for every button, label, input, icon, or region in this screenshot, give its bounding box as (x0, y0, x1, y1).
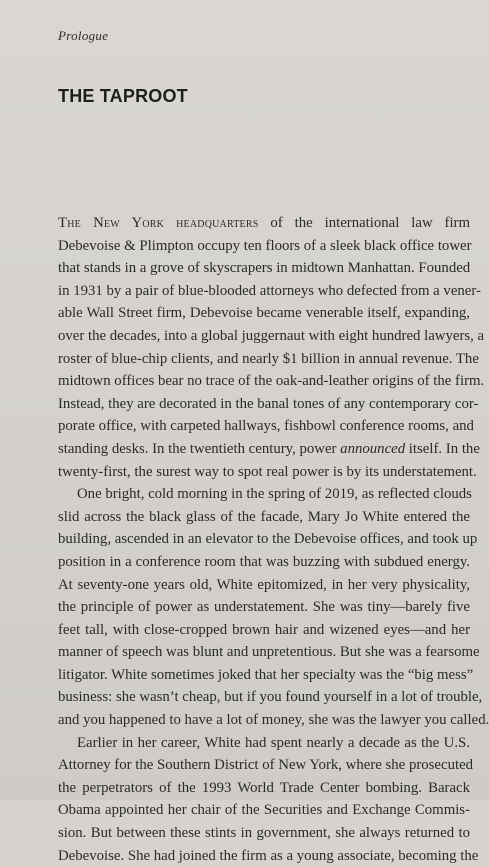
text-line: manner of speech was blunt and unpretentious. But she was a fearsome (58, 644, 480, 661)
text-line: Debevoise & Plimpton occupy ten floors of a sleek black office tower (58, 237, 472, 254)
text-line (58, 438, 480, 461)
text-line: the perpetrators of the 1993 World Trade Center bombing. Barack (58, 779, 470, 796)
text-line: and you happened to have a lot of money, she was the lawyer you called. (58, 712, 489, 729)
text-line: slid across the black glass of the facade, Mary Jo White entered the (58, 508, 470, 525)
text-line: business: she wasn’t cheap, but if you found yourself in a lot of trouble, (58, 689, 483, 706)
text-line-segment: itself. In the (405, 440, 480, 457)
text-line: sion. But between these stints in government, she always returned to (58, 825, 470, 842)
text-line-segment: of the international law firm (258, 215, 470, 231)
text-line: the principle of power as understatement. She was tiny—barely five (58, 599, 470, 616)
text-line: building, ascended in an elevator to the Debevoise offices, and took up (58, 531, 478, 548)
text-line: twenty-first, the surest way to spot real power is by its understatement. (58, 463, 477, 480)
text-line: porate office, with carpeted hallways, fishbowl conference rooms, and (58, 418, 474, 435)
emphasis: announced (340, 440, 406, 457)
text-line: over the decades, into a global juggernaut with eight hundred lawyers, a (58, 327, 485, 344)
body-text (58, 212, 489, 867)
text-line: in 1931 by a pair of blue-blooded attorneys who defected from a vener- (58, 282, 481, 299)
text-line: midtown offices bear no trace of the oak-and-leather origins of the firm. (58, 373, 485, 390)
text-line: Earlier in her career, White had spent nearly a decade as the U.S. (77, 734, 470, 751)
text-line-segment: standing desks. In the twentieth century, power (58, 440, 341, 457)
text-line: Attorney for the Southern District of New York, where she prosecuted (58, 757, 474, 774)
text-line: able Wall Street firm, Debevoise became venerable itself, expanding, (58, 305, 470, 322)
text-line: position in a conference room that was buzzing with subdued energy. (58, 553, 470, 570)
chapter-title: THE TAPROOT (58, 86, 188, 106)
text-line: Debevoise. She had joined the firm as a young associate, becoming the (58, 847, 479, 864)
text-line: feet tall, with close-cropped brown hair and wizened eyes—and her (58, 621, 470, 638)
text-line: that stands in a grove of skyscrapers in midtown Manhattan. Founded (58, 260, 471, 277)
lead-in: The New York headquarters (58, 215, 259, 231)
chapter-label: Prologue (58, 28, 109, 43)
text-line: litigator. White sometimes joked that her specialty was the “big mess” (58, 666, 474, 683)
text-line: Obama appointed her chair of the Securities and Exchange Commis- (58, 802, 470, 819)
text-line: roster of blue-chip clients, and nearly $1 billion in annual revenue. The (58, 350, 479, 367)
text-line: At seventy-one years old, White epitomized, in her very physicality, (58, 576, 470, 593)
text-line: One bright, cold morning in the spring of 2019, as reflected clouds (77, 486, 472, 503)
text-line: Instead, they are decorated in the banal tones of any contemporary cor- (58, 395, 479, 412)
text-line (58, 212, 470, 235)
